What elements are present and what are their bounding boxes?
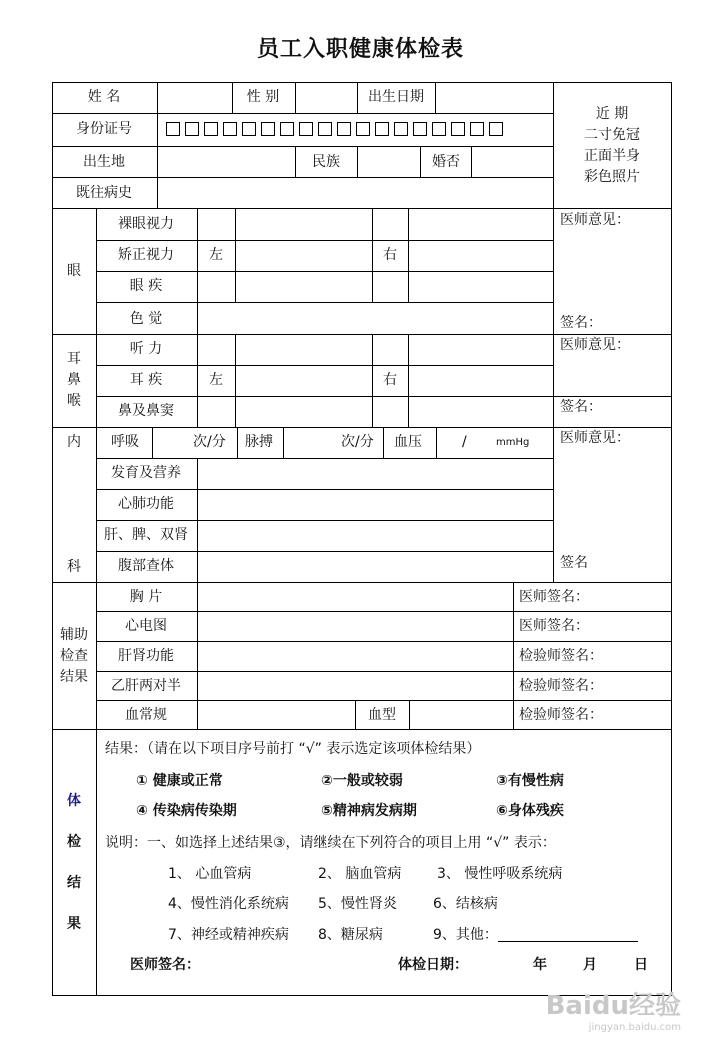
result-note: 说明：一、如选择上述结果③，请继续在下列符合的项目上用 “√” 表示：: [105, 835, 556, 851]
nose-sinus-label: 鼻及鼻窦: [118, 403, 174, 419]
internal-section-label-bottom: 科: [67, 559, 81, 575]
liver-kidney-function-label: 肝肾功能: [118, 648, 174, 664]
result-option-3[interactable]: ③有慢性病: [496, 773, 564, 789]
disease-option-6[interactable]: 6、结核病: [433, 896, 498, 912]
blood-pressure-separator: /: [462, 434, 467, 450]
id-digit-box[interactable]: [185, 122, 199, 136]
exam-date-year: 年: [533, 957, 547, 973]
internal-doctor-opinion-label: 医师意见：: [560, 430, 630, 446]
id-digit-box[interactable]: [394, 122, 408, 136]
id-number-label: 身份证号: [76, 121, 132, 137]
id-digit-box[interactable]: [375, 122, 389, 136]
hepb-lab-sign-label: 检验师签名：: [519, 678, 603, 694]
hearing-label: 听 力: [129, 341, 163, 357]
marital-status-label: 婚否: [432, 154, 460, 170]
exam-date-day: 日: [634, 957, 648, 973]
aux-section-line1: 辅助: [60, 627, 88, 643]
birthplace-label: 出生地: [83, 154, 125, 170]
id-digit-box[interactable]: [413, 122, 427, 136]
id-digit-box[interactable]: [470, 122, 484, 136]
ecg-doctor-sign-label: 医师签名：: [519, 618, 589, 634]
id-digit-box[interactable]: [299, 122, 313, 136]
blood-lab-sign-label: 检验师签名：: [519, 707, 603, 723]
blood-pressure-unit: mmHg: [496, 437, 530, 448]
result-option-6[interactable]: ⑥身体残疾: [496, 803, 564, 819]
growth-nutrition-label: 发育及营养: [111, 465, 181, 481]
ent-left-label: 左: [209, 372, 223, 388]
result-option-5[interactable]: ⑤精神病发病期: [321, 803, 417, 819]
pulse-label: 脉搏: [245, 434, 273, 450]
ent-doctor-opinion-label: 医师意见：: [560, 337, 630, 353]
baidu-watermark: Baidu经验: [545, 991, 681, 1021]
ent-section-char-3: 喉: [67, 393, 81, 409]
corrected-vision-label: 矫正视力: [118, 247, 174, 263]
eye-doctor-opinion-label: 医师意见：: [560, 212, 630, 228]
result-option-4[interactable]: ④ 传染病传染期: [136, 803, 237, 819]
chest-xray-label: 胸 片: [129, 589, 163, 605]
result-option-2[interactable]: ②一般或较弱: [321, 773, 403, 789]
internal-section-label-top: 内: [67, 434, 81, 450]
id-number-boxes[interactable]: [166, 122, 503, 136]
ent-section-char-1: 耳: [67, 351, 81, 367]
birthdate-label: 出生日期: [368, 89, 424, 105]
blood-routine-label: 血常规: [125, 707, 167, 723]
disease-option-5[interactable]: 5、慢性肾炎: [318, 896, 397, 912]
respiration-label: 呼吸: [111, 434, 139, 450]
eye-left-label: 左: [209, 247, 223, 263]
exam-date-label: 体检日期：: [398, 957, 468, 973]
hepatitis-b-label: 乙肝两对半: [111, 678, 181, 694]
result-section-char-2: 检: [67, 834, 81, 850]
result-instruction: 结果：（请在以下项目序号前打 “√” 表示选定该项体检结果）: [105, 741, 481, 757]
id-digit-box[interactable]: [489, 122, 503, 136]
disease-option-9[interactable]: 9、其他：: [433, 927, 498, 943]
name-label: 姓 名: [87, 89, 121, 105]
ent-right-label: 右: [383, 372, 397, 388]
result-option-1[interactable]: ① 健康或正常: [136, 773, 223, 789]
photo-note-line4: 彩色照片: [584, 169, 640, 185]
respiration-unit: 次/分: [193, 434, 226, 450]
id-digit-box[interactable]: [166, 122, 180, 136]
heart-lung-label: 心肺功能: [118, 496, 174, 512]
id-digit-box[interactable]: [280, 122, 294, 136]
blood-pressure-label: 血压: [394, 434, 422, 450]
blood-type-label: 血型: [368, 707, 396, 723]
id-digit-box[interactable]: [432, 122, 446, 136]
color-vision-label: 色 觉: [129, 311, 163, 327]
id-digit-box[interactable]: [451, 122, 465, 136]
id-digit-box[interactable]: [242, 122, 256, 136]
eye-disease-label: 眼 疾: [129, 278, 163, 294]
baidu-watermark-url: jingyan.baidu.com: [588, 1022, 681, 1033]
id-digit-box[interactable]: [223, 122, 237, 136]
result-section-char-4: 果: [67, 916, 81, 932]
ethnicity-label: 民族: [312, 154, 340, 170]
other-disease-blank[interactable]: [498, 941, 638, 942]
id-digit-box[interactable]: [204, 122, 218, 136]
exam-date-month: 月: [583, 957, 597, 973]
aux-section-line3: 结果: [60, 669, 88, 685]
photo-note-line2: 二寸免冠: [584, 127, 640, 143]
id-digit-box[interactable]: [261, 122, 275, 136]
disease-option-4[interactable]: 4、慢性消化系统病: [168, 896, 289, 912]
id-digit-box[interactable]: [318, 122, 332, 136]
result-doctor-sign-label: 医师签名：: [130, 957, 200, 973]
ecg-label: 心电图: [125, 618, 167, 634]
pulse-unit: 次/分: [341, 434, 374, 450]
liver-lab-sign-label: 检验师签名：: [519, 648, 603, 664]
abdomen-exam-label: 腹部查体: [118, 558, 174, 574]
result-section-char-1: 体: [67, 793, 81, 809]
eye-sign-label: 签名：: [560, 315, 602, 331]
gender-label: 性 别: [246, 89, 280, 105]
eye-section-label: 眼: [67, 263, 81, 279]
medical-history-label: 既往病史: [76, 185, 132, 201]
aux-section-line2: 检查: [60, 648, 88, 664]
disease-option-3[interactable]: 3、 慢性呼吸系统病: [437, 866, 563, 882]
eye-right-label: 右: [383, 247, 397, 263]
disease-option-7[interactable]: 7、神经或精神疾病: [168, 927, 289, 943]
disease-option-2[interactable]: 2、 脑血管病: [318, 866, 402, 882]
ear-disease-label: 耳 疾: [129, 372, 163, 388]
ent-section-char-2: 鼻: [67, 372, 81, 388]
id-digit-box[interactable]: [337, 122, 351, 136]
id-digit-box[interactable]: [356, 122, 370, 136]
chest-doctor-sign-label: 医师签名：: [519, 589, 589, 605]
result-section-char-3: 结: [67, 875, 81, 891]
ent-sign-label: 签名：: [560, 399, 602, 415]
photo-note-line3: 正面半身: [584, 148, 640, 164]
photo-note-line1: 近 期: [595, 106, 629, 122]
liver-spleen-kidney-label: 肝、脾、双肾: [104, 527, 188, 543]
internal-sign-label: 签名: [560, 555, 588, 571]
form-title: 员工入职健康体检表: [256, 36, 464, 62]
naked-vision-label: 裸眼视力: [118, 216, 174, 232]
disease-option-1[interactable]: 1、 心血管病: [168, 866, 252, 882]
disease-option-8[interactable]: 8、糖尿病: [318, 927, 383, 943]
